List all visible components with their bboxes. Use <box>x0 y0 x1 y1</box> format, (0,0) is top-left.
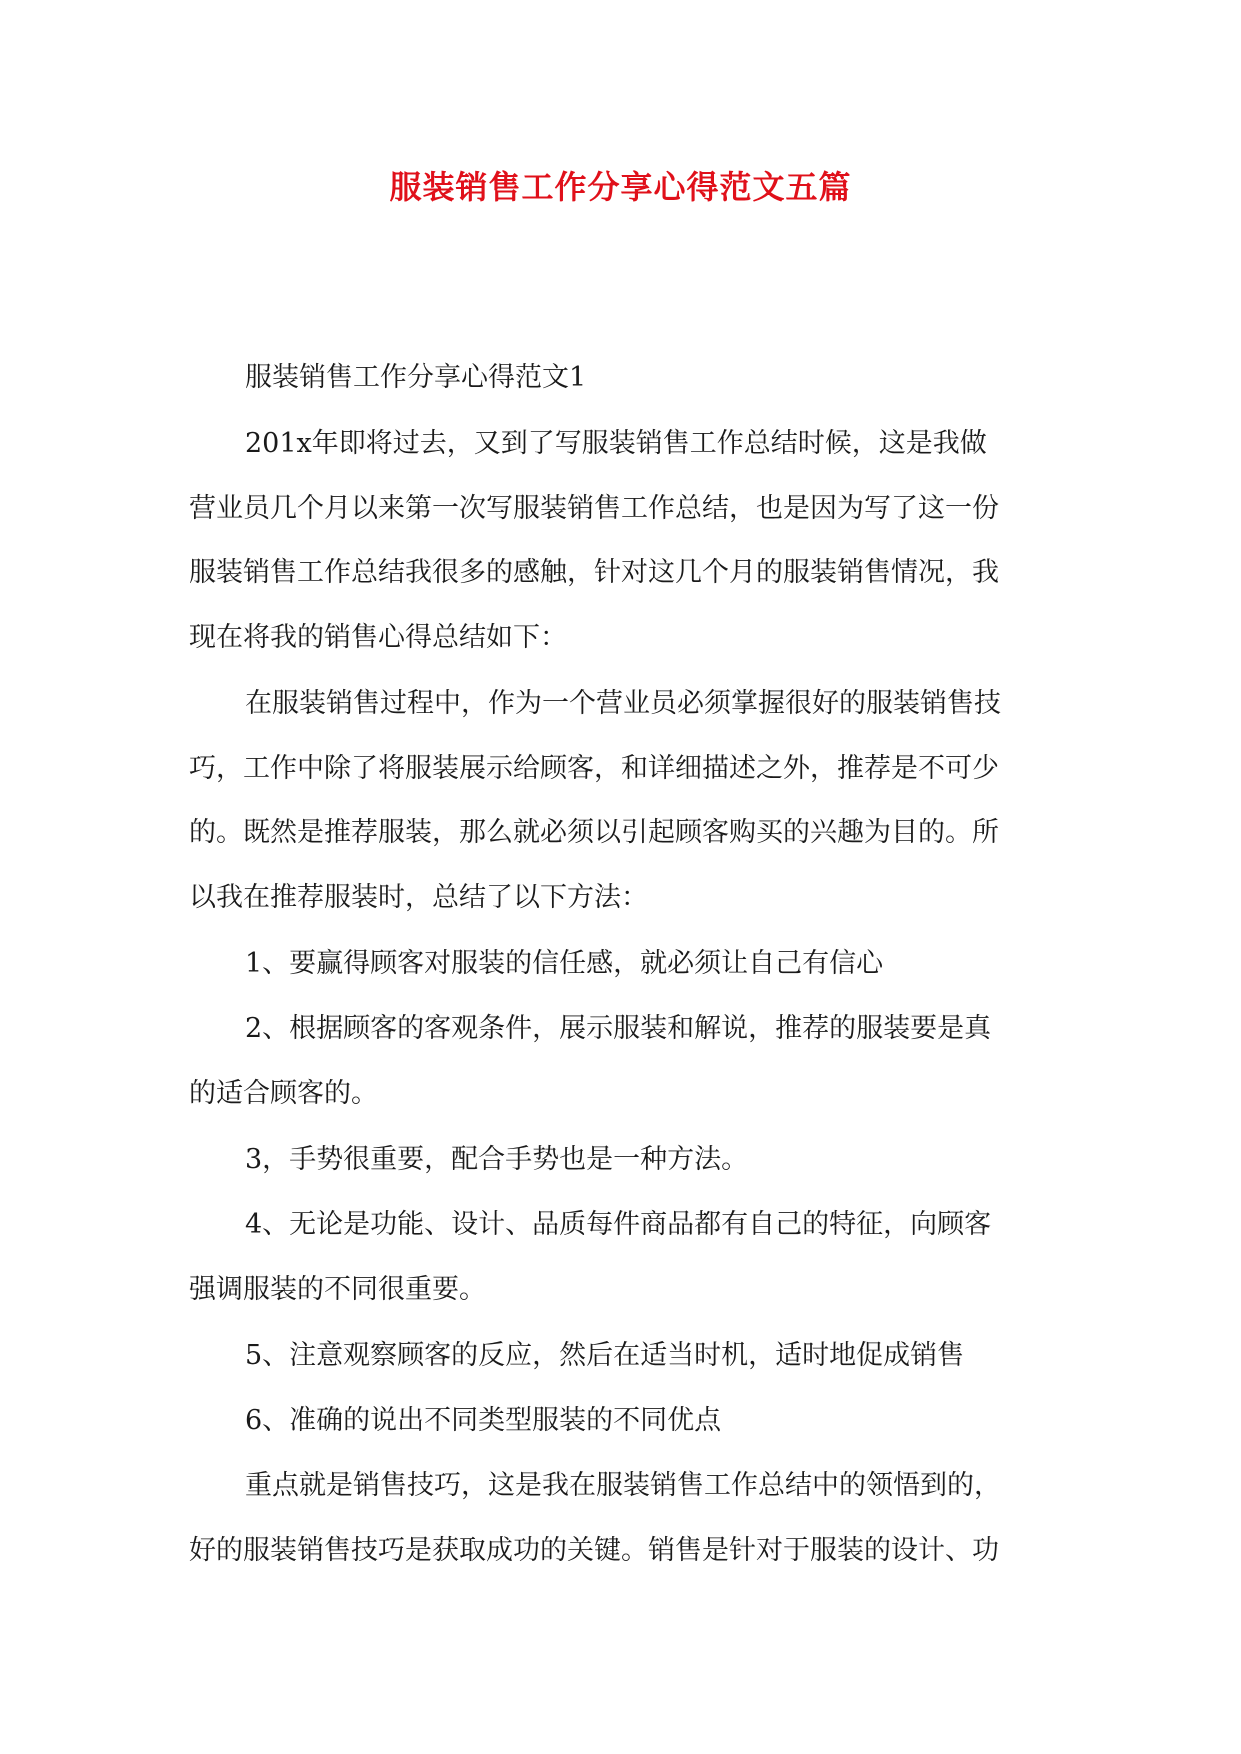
list-item: 2、根据顾客的客观条件，展示服装和解说，推荐的服装要是真 <box>245 1013 992 1044</box>
paragraph-line: 营业员几个月以来第一次写服装销售工作总结，也是因为写了这一份 <box>189 493 999 524</box>
list-item-continuation: 的适合顾客的。 <box>189 1078 378 1109</box>
list-item: 1、要赢得顾客对服装的信任感，就必须让自己有信心 <box>245 948 884 979</box>
paragraph-line: 好的服装销售技巧是获取成功的关键。销售是针对于服装的设计、功 <box>189 1535 999 1566</box>
page-title: 服装销售工作分享心得范文五篇 <box>389 168 852 206</box>
paragraph-line: 201x年即将过去，又到了写服装销售工作总结时候，这是我做 <box>245 428 987 459</box>
list-item: 4、无论是功能、设计、品质每件商品都有自己的特征，向顾客 <box>245 1209 992 1240</box>
paragraph-line: 在服装销售过程中，作为一个营业员必须掌握很好的服装销售技 <box>245 688 1001 719</box>
paragraph-line: 巧，工作中除了将服装展示给顾客，和详细描述之外，推荐是不可少 <box>189 753 999 784</box>
list-item: 3，手势很重要，配合手势也是一种方法。 <box>245 1144 749 1175</box>
paragraph-line: 服装销售工作总结我很多的感触，针对这几个月的服装销售情况，我 <box>189 557 999 588</box>
list-item-continuation: 强调服装的不同很重要。 <box>189 1274 486 1305</box>
list-item: 6、准确的说出不同类型服装的不同优点 <box>245 1405 722 1436</box>
paragraph-line: 重点就是销售技巧，这是我在服装销售工作总结中的领悟到的， <box>245 1470 1001 1501</box>
paragraph-line: 的。既然是推荐服装，那么就必须以引起顾客购买的兴趣为目的。所 <box>189 817 999 848</box>
paragraph-line: 以我在推荐服装时，总结了以下方法： <box>189 882 648 913</box>
list-item: 5、注意观察顾客的反应，然后在适当时机，适时地促成销售 <box>245 1340 965 1371</box>
paragraph-line: 现在将我的销售心得总结如下： <box>189 622 567 653</box>
section-heading: 服装销售工作分享心得范文1 <box>245 362 587 393</box>
